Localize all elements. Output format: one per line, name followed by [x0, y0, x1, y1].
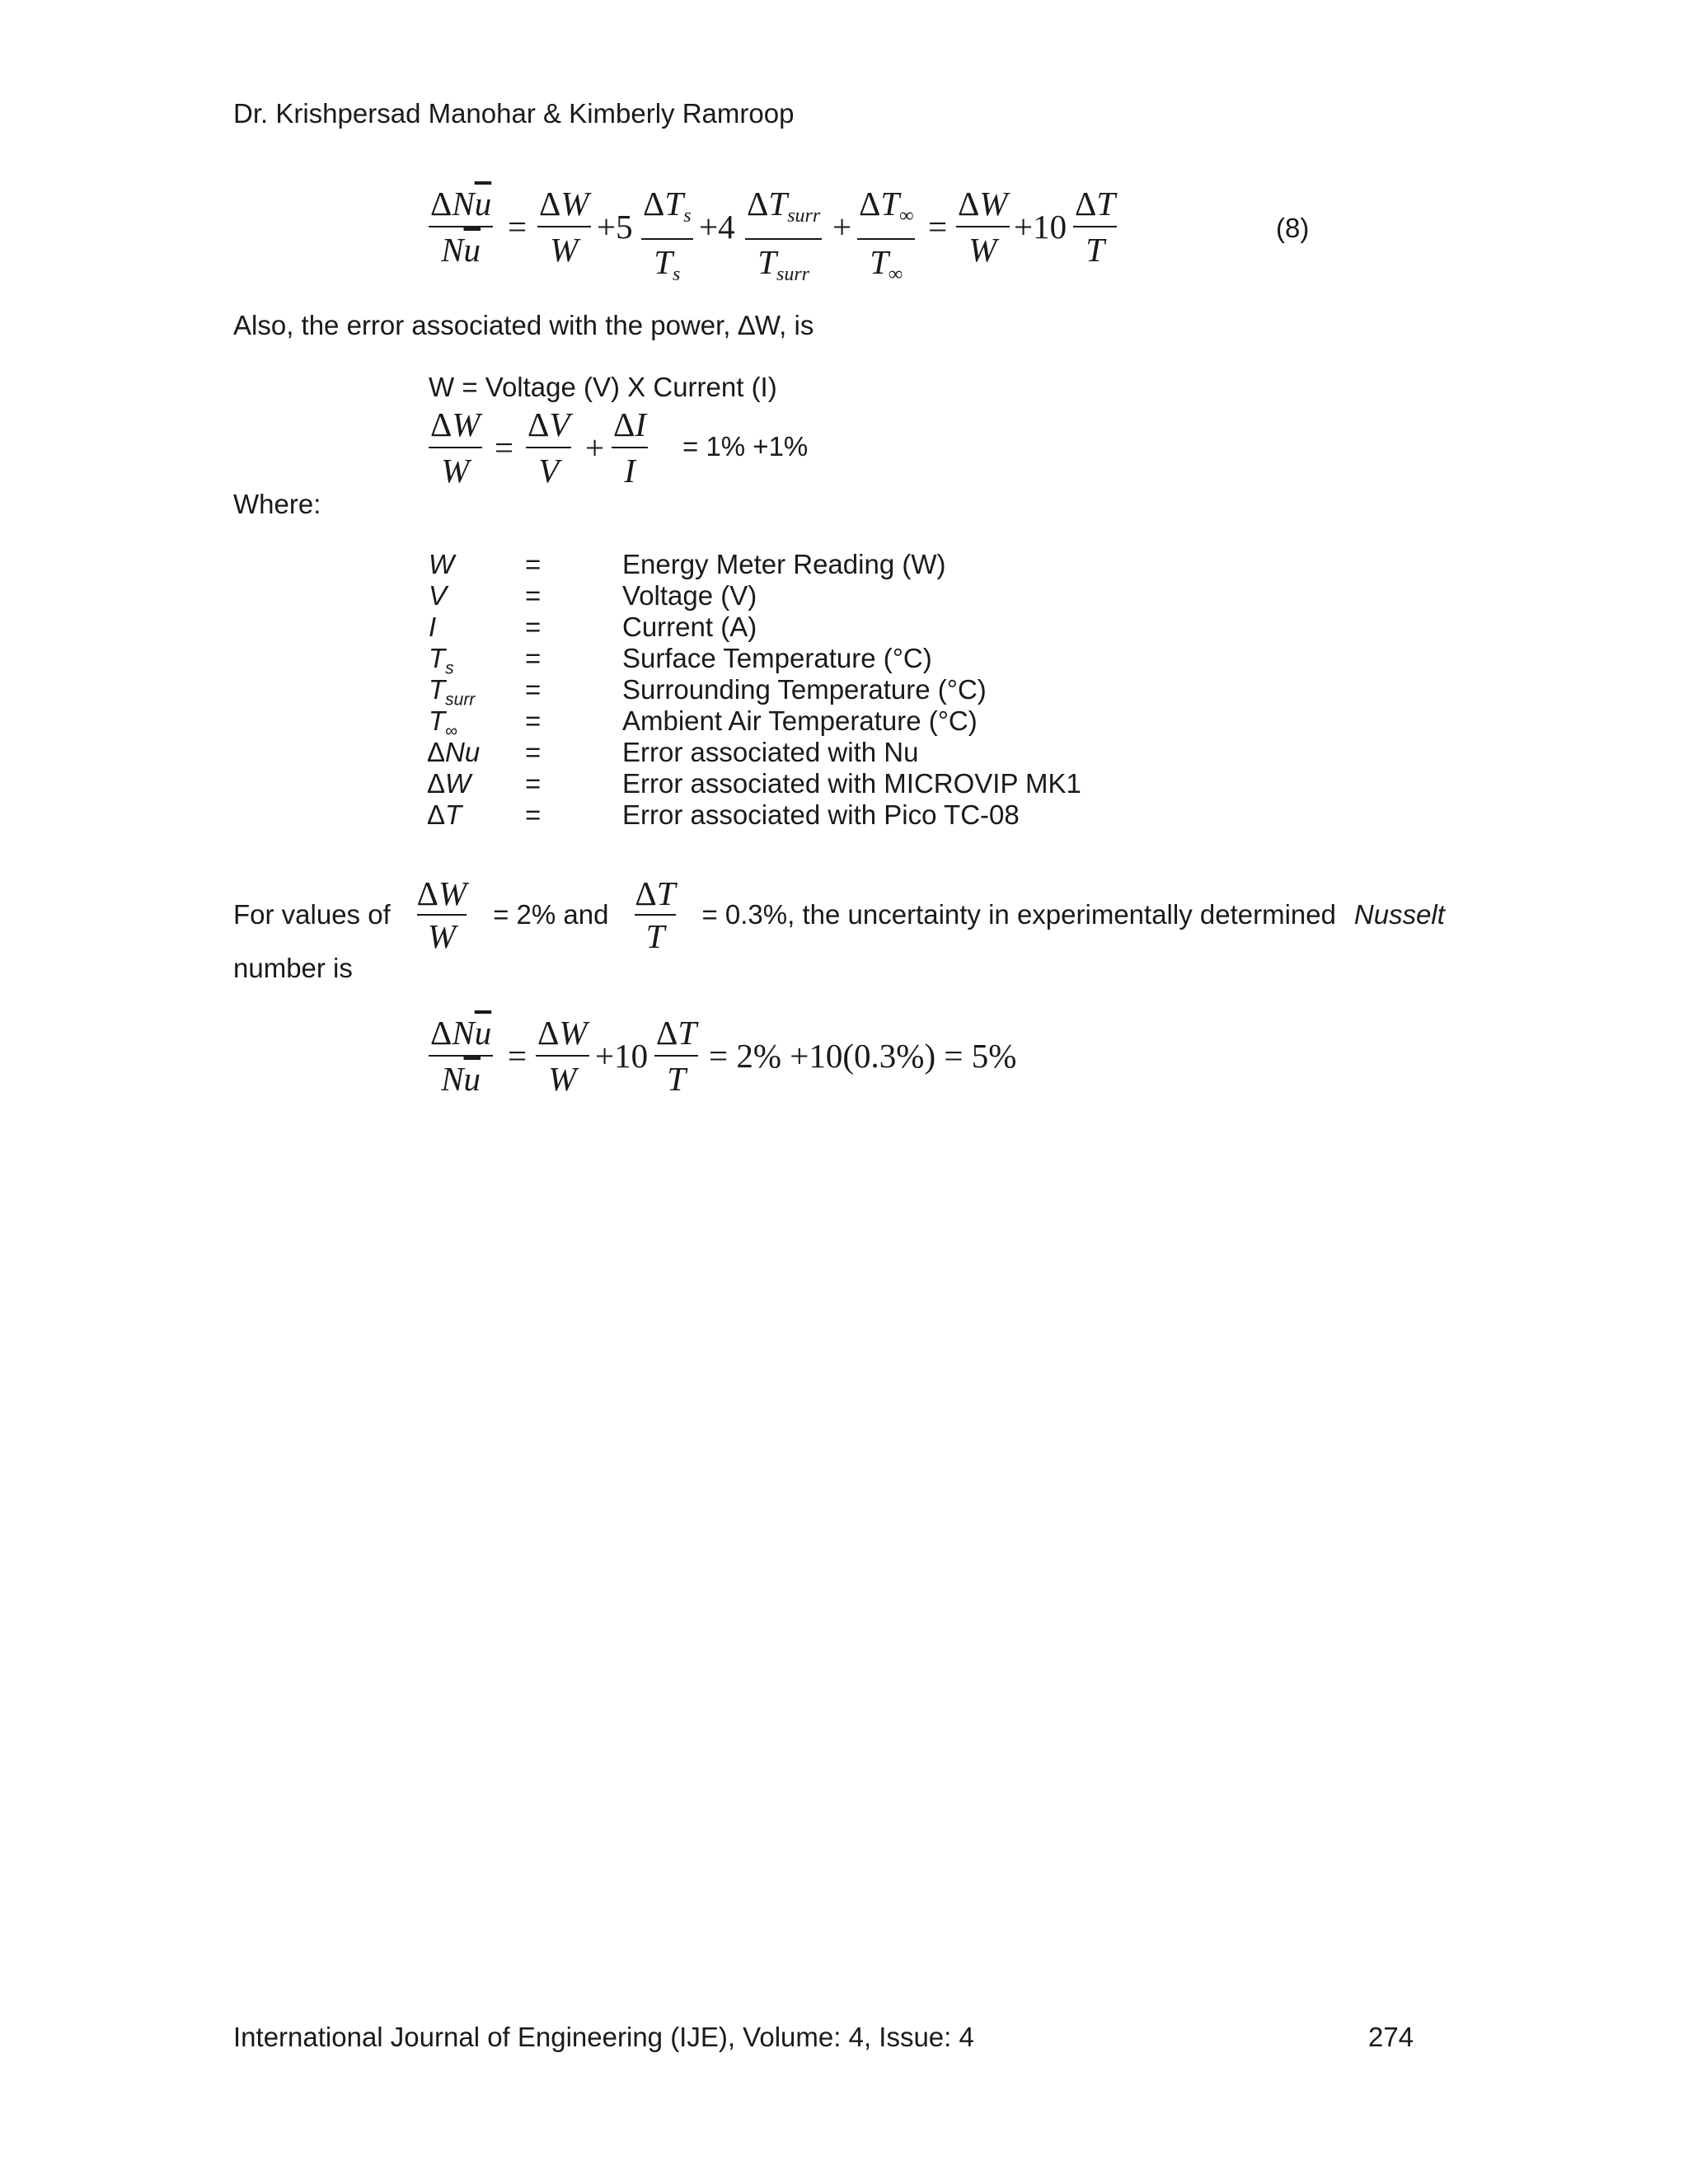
- number-is-text: number is: [233, 953, 353, 983]
- inline-fraction-w: ΔW W: [416, 874, 467, 955]
- definition-meaning: Energy Meter Reading (W): [622, 549, 946, 579]
- eq8-term-tinf: $\Delta T_\infty$ $T_\infty$: [859, 185, 914, 285]
- definition-row: [0, 736, 1688, 767]
- eq8-term-ts: $\Delta T_s$ $T_s$: [643, 185, 692, 285]
- definition-symbol: V: [429, 580, 448, 611]
- definition-equals: =: [525, 549, 542, 579]
- definition-row: [0, 799, 1688, 830]
- definition-meaning: Error associated with Nu: [622, 737, 919, 767]
- definition-meaning: Error associated with Pico TC-08: [622, 799, 1020, 830]
- power-error-equation: ΔW W = ΔV V + ΔI I: [430, 405, 647, 490]
- definition-meaning: Current (A): [622, 612, 757, 642]
- definition-row: [0, 767, 1688, 799]
- equation-8: $\Delta N\overline{u}$ $N\overline{u}$ = ΔW W +5 $\Delta T_s$ $T_s$ +4 $\Delta T_{surr}$ $T_{surr}$ + $\Delta T_\infty$ $T_\infty$ = ΔW W +10 ΔT T: [429, 183, 1121, 282]
- definition-equals: =: [525, 674, 542, 705]
- definition-equals: =: [525, 768, 542, 799]
- where-label: Where:: [233, 489, 321, 519]
- page-number: 274: [1368, 2022, 1414, 2052]
- for-values-paragraph: [233, 869, 1445, 960]
- final-equation-rhs: = 2% +10(0.3%) = 5%: [709, 1037, 1017, 1075]
- nusselt-word: Nusselt: [1353, 899, 1445, 930]
- definition-row: [0, 705, 1688, 741]
- footer-journal: International Journal of Engineering (IJE), Volume: 4, Issue: 4: [233, 2022, 974, 2052]
- equals-2pct-and: = 2% and: [493, 899, 609, 930]
- power-definition: [429, 371, 777, 404]
- definition-equals: =: [525, 737, 542, 767]
- eq8-term-w2: ΔW W: [958, 185, 1008, 269]
- definition-symbol: ΔW: [427, 768, 471, 799]
- definition-symbol: ΔNu: [427, 737, 481, 767]
- definition-meaning: Error associated with MICROVIP MK1: [622, 768, 1081, 799]
- definition-equals: =: [525, 643, 542, 673]
- equation-number: (8): [1276, 213, 1310, 243]
- power-error-result: = 1% +1%: [682, 431, 809, 462]
- definition-symbol: $T_{surr}$: [429, 674, 476, 710]
- final-equation: $\Delta N\overline{u}$ $N\overline{u}$ = ΔW W +10 ΔT T = 2% +10(0.3%) = 5%: [430, 1014, 1017, 1098]
- definition-equals: =: [525, 799, 542, 830]
- definition-meaning: Ambient Air Temperature (°C): [622, 705, 978, 736]
- definition-symbol: W: [429, 549, 455, 579]
- definition-symbol: $T_\infty$: [429, 705, 458, 741]
- definition-row: [0, 611, 1688, 642]
- equals-03pct-text: = 0.3%, the uncertainty in experimentally determined: [701, 899, 1336, 930]
- definition-symbol: $T_s$: [429, 643, 454, 678]
- eq8-term-tsurr: $\Delta T_{surr}$ $T_{surr}$: [747, 185, 821, 285]
- definition-row: [0, 673, 1688, 710]
- eq8-term-w1: ΔW W: [539, 185, 589, 269]
- definition-meaning: Surface Temperature (°C): [622, 643, 932, 673]
- definition-symbol: ΔT: [427, 799, 462, 830]
- for-values-label: For values of: [233, 899, 391, 930]
- eq8-term-t: ΔT T: [1075, 185, 1116, 269]
- definition-meaning: Voltage (V): [622, 580, 757, 611]
- eq8-term-nu: $\Delta N\overline{u}$ $N\overline{u}$: [430, 185, 492, 269]
- definition-equals: =: [525, 705, 542, 736]
- definition-row: [0, 642, 1688, 678]
- definition-row: [0, 548, 1688, 579]
- definition-equals: =: [525, 580, 542, 611]
- inline-fraction-t: ΔT T: [635, 874, 676, 955]
- definition-meaning: Surrounding Temperature (°C): [622, 674, 987, 705]
- definition-equals: =: [525, 612, 542, 642]
- definition-symbol: I: [429, 612, 437, 642]
- running-header-authors: Dr. Krishpersad Manohar & Kimberly Ramroop: [233, 98, 795, 129]
- definition-row: [0, 579, 1688, 611]
- also-paragraph: Also, the error associated with the power, ∆W, is: [233, 310, 814, 340]
- power-definition-text: W = Voltage (V) X Current (I): [429, 372, 777, 402]
